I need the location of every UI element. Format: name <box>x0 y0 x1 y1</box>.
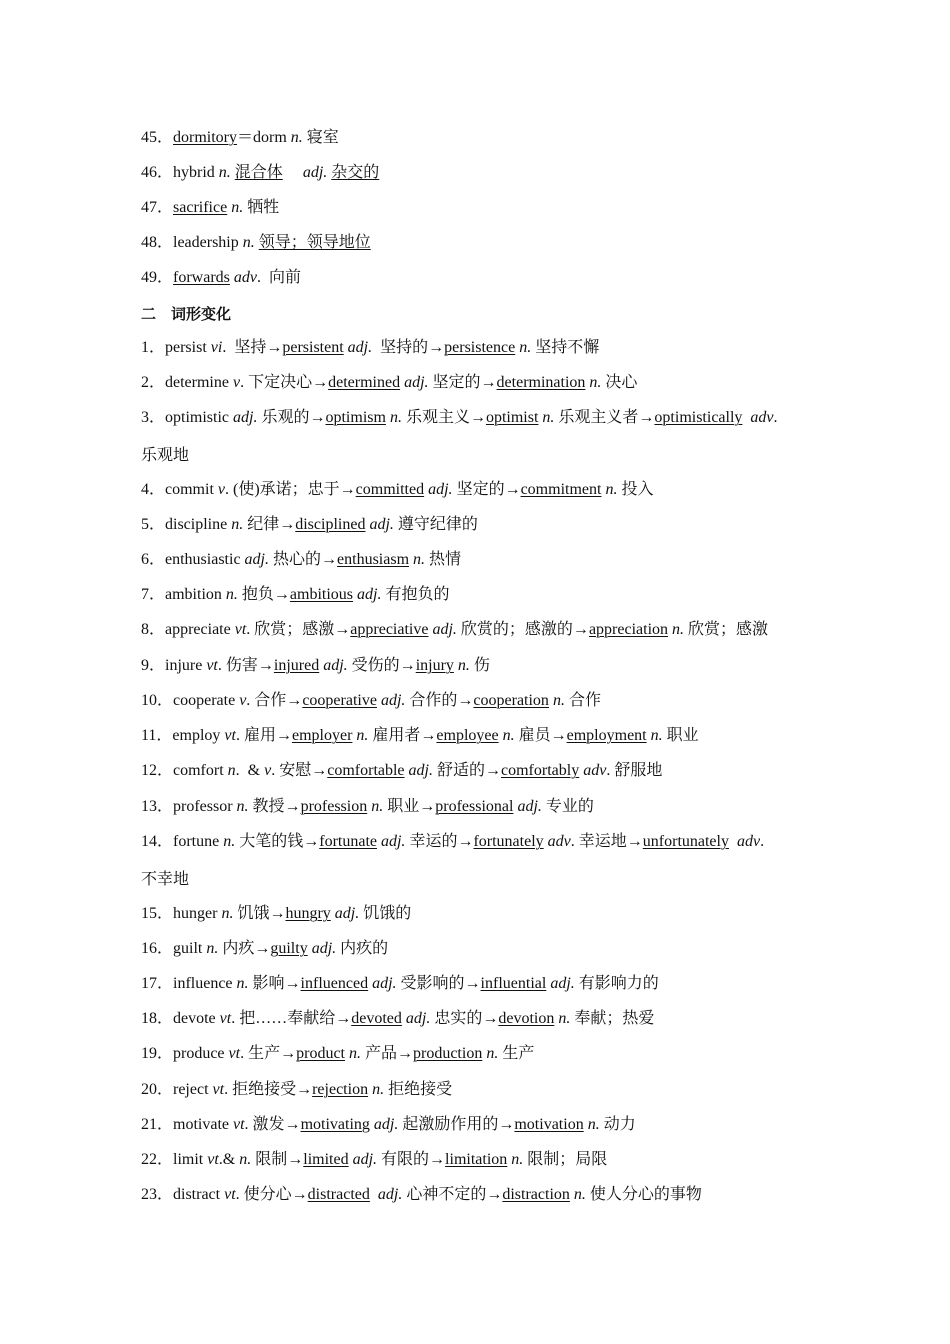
line-text: 坚持的→ <box>372 339 445 356</box>
line-text: 受影响的→ <box>396 975 481 992</box>
part-of-speech: n. <box>542 409 555 426</box>
part-of-speech: n. <box>605 481 618 498</box>
line-text: . 伤害→ <box>217 657 274 674</box>
line-text: 坚定的→ <box>428 374 497 391</box>
line-text: 46．hybrid <box>141 164 219 181</box>
line-text: 生产 <box>498 1045 535 1062</box>
part-of-speech: n. <box>236 975 249 992</box>
part-of-speech: n. <box>221 905 234 922</box>
answer-word: commitment <box>520 481 602 498</box>
vocab-line <box>141 1115 636 1135</box>
answer-word: motivating <box>300 1116 370 1133</box>
answer-word: disciplined <box>295 516 366 533</box>
answer-word: 混合体 <box>234 164 283 181</box>
answer-word: distraction <box>502 1186 570 1203</box>
answer-word: hungry <box>285 905 331 922</box>
answer-word: fortunately <box>473 833 544 850</box>
line-text: . 下定决心→ <box>240 374 329 391</box>
part-of-speech: adj. <box>550 975 575 992</box>
part-of-speech: adv <box>233 269 257 286</box>
answer-word: rejection <box>312 1081 369 1098</box>
part-of-speech: vt <box>224 727 236 744</box>
vocab-line <box>141 198 279 218</box>
part-of-speech: adj. <box>233 409 258 426</box>
vocab-line <box>141 480 653 500</box>
vocab-line <box>141 656 490 676</box>
line-text: . 雇用→ <box>235 727 292 744</box>
line-text: 乐观的→ <box>257 409 326 426</box>
line-text: 7．ambition <box>141 586 226 603</box>
line-text: 欣赏；感激 <box>684 621 769 638</box>
answer-word: forwards <box>173 269 230 286</box>
vocab-line <box>141 691 601 711</box>
part-of-speech: adj. <box>244 551 269 568</box>
answer-word: product <box>296 1045 345 1062</box>
part-of-speech: adj. <box>428 481 453 498</box>
line-text: 职业 <box>662 727 699 744</box>
part-of-speech: adj. <box>373 1116 399 1133</box>
answer-word: cooperation <box>473 692 549 709</box>
line-text: 限制→ <box>251 1151 304 1168</box>
part-of-speech: vt <box>228 1045 241 1062</box>
vocab-line <box>141 550 461 570</box>
line-text: 49． <box>141 269 174 286</box>
line-text: 教授→ <box>248 798 301 815</box>
line-text: 抱负→ <box>237 586 290 603</box>
answer-word: devoted <box>351 1010 402 1027</box>
line-text: . 合作→ <box>246 692 303 709</box>
part-of-speech: vi <box>210 339 223 356</box>
line-text: 45． <box>141 129 174 146</box>
part-of-speech: n. <box>589 374 602 391</box>
answer-word: comfortable <box>327 762 405 779</box>
line-text: 14．fortune <box>141 833 224 850</box>
answer-word: optimist <box>485 409 539 426</box>
answer-word: appreciation <box>588 621 669 638</box>
vocab-line <box>141 338 599 358</box>
part-of-speech: n. <box>552 692 565 709</box>
line-text: 10．cooperate <box>141 692 240 709</box>
answer-word: limited <box>303 1151 349 1168</box>
part-of-speech: vt <box>224 1186 236 1203</box>
part-of-speech: n. <box>218 164 231 181</box>
vocab-line <box>141 233 371 253</box>
line-text: 影响→ <box>248 975 301 992</box>
part-of-speech: n. <box>225 586 238 603</box>
line-text: 雇用者→ <box>368 727 437 744</box>
line-text: 忠实的→ <box>430 1010 499 1027</box>
vocab-line <box>141 1150 607 1170</box>
line-text: 心神不定的→ <box>402 1186 503 1203</box>
vocab-line <box>141 797 594 817</box>
part-of-speech: adj. <box>372 975 397 992</box>
line-text: . (使)承诺；忠于→ <box>225 481 356 498</box>
line-text: . 把……奉献给→ <box>231 1010 352 1027</box>
answer-word: employer <box>291 727 353 744</box>
answer-word: cooperative <box>302 692 377 709</box>
line-text: 有限的→ <box>377 1151 446 1168</box>
part-of-speech: n. <box>206 940 219 957</box>
part-of-speech: adj. <box>347 339 373 356</box>
part-of-speech: adj. <box>404 374 429 391</box>
line-text: . <box>773 409 778 426</box>
part-of-speech: n. <box>372 1081 385 1098</box>
line-text: . 使分心→ <box>235 1186 308 1203</box>
vocab-line <box>141 620 768 640</box>
line-text: 47． <box>141 199 174 216</box>
line-text: 决心 <box>601 374 638 391</box>
answer-word: committed <box>355 481 425 498</box>
line-text: 4．commit <box>141 481 218 498</box>
answer-word: 领导；领导地位 <box>258 234 371 251</box>
line-text: .& <box>218 1151 240 1168</box>
answer-word: persistence <box>444 339 516 356</box>
vocab-line <box>141 1185 702 1205</box>
part-of-speech: n. <box>573 1186 586 1203</box>
line-text: 遵守纪律的 <box>393 516 478 533</box>
line-text: 11．employ <box>141 727 225 744</box>
line-text: 限制；局限 <box>523 1151 608 1168</box>
answer-word: injury <box>415 657 454 674</box>
answer-word: enthusiasm <box>337 551 410 568</box>
line-text: 饥饿→ <box>233 905 286 922</box>
line-text: 不幸地 <box>141 871 190 888</box>
answer-word: unfortunately <box>642 833 729 850</box>
answer-word: profession <box>300 798 368 815</box>
line-text: 12．comfort <box>141 762 228 779</box>
answer-word: comfortably <box>501 762 580 779</box>
vocab-line <box>141 1080 452 1100</box>
answer-word: limitation <box>445 1151 508 1168</box>
line-text: 动力 <box>599 1116 636 1133</box>
line-text: 专业的 <box>541 798 594 815</box>
line-text: 3．optimistic <box>141 409 234 426</box>
part-of-speech: n. <box>558 1010 571 1027</box>
part-of-speech: n. <box>356 727 369 744</box>
part-of-speech: n. <box>502 727 515 744</box>
line-text: 受伤的→ <box>347 657 416 674</box>
line-text: 18．devote <box>141 1010 220 1027</box>
answer-word: 杂交的 <box>331 164 380 181</box>
vocab-line <box>141 268 301 288</box>
line-text: 15．hunger <box>141 905 222 922</box>
line-text: . 激发→ <box>244 1116 301 1133</box>
line-text: 饥饿的 <box>359 905 412 922</box>
vocab-line <box>141 408 778 428</box>
line-text: . 安慰→ <box>271 762 328 779</box>
part-of-speech: adv <box>750 409 774 426</box>
line-text: 8．appreciate <box>141 621 235 638</box>
line-text: 拒绝接受 <box>384 1081 453 1098</box>
answer-word: dormitory <box>173 129 238 146</box>
vocab-line <box>141 128 339 148</box>
line-text: 19．produce <box>141 1045 229 1062</box>
vocab-line <box>141 446 189 466</box>
line-text: 坚持不懈 <box>531 339 600 356</box>
part-of-speech: v <box>217 481 225 498</box>
part-of-speech: vt <box>233 1116 245 1133</box>
answer-word: employment <box>566 727 647 744</box>
answer-word: devotion <box>498 1010 555 1027</box>
line-text: . & <box>235 762 265 779</box>
answer-word: optimistically <box>654 409 743 426</box>
line-text: . 欣赏；感激→ <box>246 621 351 638</box>
line-text: 奉献；热爱 <box>570 1010 655 1027</box>
line-text: 雇员→ <box>514 727 567 744</box>
line-text: 纪律→ <box>243 516 296 533</box>
line-text: . 拒绝接受→ <box>224 1081 313 1098</box>
part-of-speech: n <box>227 762 236 779</box>
line-text: ＝dorm <box>237 129 291 146</box>
line-text <box>370 1186 378 1203</box>
answer-word: production <box>413 1045 483 1062</box>
part-of-speech: n. <box>231 199 244 216</box>
answer-word: professional <box>435 798 514 815</box>
line-text: 幸运的→ <box>405 833 474 850</box>
line-text: 合作 <box>564 692 601 709</box>
part-of-speech: n. <box>290 129 303 146</box>
line-text: . <box>760 833 765 850</box>
answer-word: fortunate <box>319 833 377 850</box>
part-of-speech: adj. <box>323 657 348 674</box>
line-text: 17．influence <box>141 975 237 992</box>
vocab-line <box>141 904 411 924</box>
answer-word: influential <box>480 975 547 992</box>
line-text: 13．professor <box>141 798 237 815</box>
line-text: 产品→ <box>360 1045 413 1062</box>
part-of-speech: vt <box>206 657 218 674</box>
part-of-speech: n. <box>231 516 244 533</box>
vocab-line <box>141 870 189 890</box>
answer-word: ambitious <box>289 586 354 603</box>
line-text: . 向前 <box>257 269 302 286</box>
line-text: 欣赏的；感激的→ <box>456 621 589 638</box>
part-of-speech: vt <box>212 1081 225 1098</box>
part-of-speech: n. <box>650 727 663 744</box>
line-text: 牺牲 <box>243 199 280 216</box>
part-of-speech: vt <box>207 1151 219 1168</box>
answer-word: influenced <box>300 975 369 992</box>
line-text: 使人分心的事物 <box>585 1186 702 1203</box>
part-of-speech: adj. <box>405 1010 431 1027</box>
part-of-speech: adv <box>583 762 607 779</box>
part-of-speech: adj. <box>311 940 337 957</box>
line-text: 坚定的→ <box>452 481 521 498</box>
line-text: 乐观主义→ <box>401 409 486 426</box>
part-of-speech: adj. <box>380 692 406 709</box>
vocab-line <box>141 761 662 781</box>
part-of-speech: n. <box>511 1151 524 1168</box>
line-text <box>283 164 303 181</box>
part-of-speech: adv <box>736 833 761 850</box>
vocab-line <box>141 939 388 959</box>
line-text <box>729 833 737 850</box>
line-text: 有影响力的 <box>574 975 659 992</box>
line-text: 乐观主义者→ <box>554 409 655 426</box>
part-of-speech: n. <box>242 234 255 251</box>
part-of-speech: n. <box>239 1151 252 1168</box>
answer-word: injured <box>273 657 320 674</box>
part-of-speech: n. <box>519 339 532 356</box>
line-text: 6．enthusiastic <box>141 551 245 568</box>
line-text: . 生产→ <box>240 1045 297 1062</box>
vocab-line <box>141 726 699 746</box>
line-text: 伤 <box>469 657 490 674</box>
answer-word: employee <box>436 727 499 744</box>
vocab-line <box>141 515 478 535</box>
part-of-speech: n. <box>587 1116 600 1133</box>
line-text: 22．limit <box>141 1151 208 1168</box>
line-text: 21．motivate <box>141 1116 233 1133</box>
line-text: 2．determine <box>141 374 233 391</box>
answer-word: determination <box>496 374 586 391</box>
line-text: 内疚的 <box>336 940 389 957</box>
line-text: 20．reject <box>141 1081 213 1098</box>
line-text: 5．discipline <box>141 516 232 533</box>
part-of-speech: adj. <box>352 1151 378 1168</box>
line-text: 大笔的钱→ <box>235 833 320 850</box>
part-of-speech: adj. <box>334 905 360 922</box>
line-text: 合作的→ <box>405 692 474 709</box>
part-of-speech: vt <box>234 621 247 638</box>
part-of-speech: n. <box>413 551 426 568</box>
part-of-speech: adj. <box>432 621 457 638</box>
part-of-speech: n. <box>457 657 470 674</box>
line-text: 起激励作用的→ <box>398 1116 515 1133</box>
answer-word: motivation <box>514 1116 584 1133</box>
line-text: 乐观地 <box>141 447 190 464</box>
line-text: 寝室 <box>302 129 339 146</box>
line-text: . 舒服地 <box>606 762 663 779</box>
part-of-speech: n. <box>236 798 249 815</box>
part-of-speech: adv <box>547 833 571 850</box>
vocab-line <box>141 163 379 183</box>
section-heading <box>141 304 231 324</box>
line-text: 9．injure <box>141 657 207 674</box>
part-of-speech: n. <box>371 798 384 815</box>
part-of-speech: adj. <box>380 833 406 850</box>
line-text: 1．persist <box>141 339 211 356</box>
line-text: 48．leadership <box>141 234 243 251</box>
part-of-speech: adj. <box>377 1186 403 1203</box>
part-of-speech: n. <box>672 621 685 638</box>
line-text: 热心的→ <box>269 551 338 568</box>
answer-word: sacrifice <box>173 199 228 216</box>
part-of-speech: n. <box>348 1045 361 1062</box>
part-of-speech: vt <box>219 1010 232 1027</box>
part-of-speech: adj. <box>408 762 433 779</box>
line-text: 职业→ <box>383 798 436 815</box>
line-text: 热情 <box>425 551 462 568</box>
vocab-line <box>141 373 637 393</box>
vocab-line <box>141 974 659 994</box>
vocab-line <box>141 832 764 852</box>
answer-word: determined <box>328 374 401 391</box>
vocab-line <box>141 1009 654 1029</box>
answer-word: optimism <box>325 409 386 426</box>
vocab-line <box>141 1044 534 1064</box>
answer-word: persistent <box>282 339 344 356</box>
line-text: 16．guilt <box>141 940 207 957</box>
answer-word: distracted <box>307 1186 370 1203</box>
part-of-speech: v <box>264 762 272 779</box>
answer-word: guilty <box>270 940 308 957</box>
line-text: 内疚→ <box>218 940 271 957</box>
part-of-speech: adj. <box>302 164 328 181</box>
part-of-speech: v <box>239 692 247 709</box>
part-of-speech: adj. <box>369 516 394 533</box>
vocab-line <box>141 585 449 605</box>
line-text: 23．distract <box>141 1186 225 1203</box>
part-of-speech: adj. <box>517 798 542 815</box>
answer-word: appreciative <box>350 621 429 638</box>
line-text: 有抱负的 <box>381 586 450 603</box>
line-text: 舒适的→ <box>432 762 501 779</box>
part-of-speech: v <box>232 374 241 391</box>
part-of-speech: n. <box>389 409 402 426</box>
part-of-speech: n. <box>486 1045 499 1062</box>
line-text: . 幸运地→ <box>570 833 643 850</box>
line-text: 二 词形变化 <box>141 305 232 323</box>
part-of-speech: n. <box>223 833 236 850</box>
line-text: . 坚持→ <box>222 339 283 356</box>
line-text: 投入 <box>617 481 654 498</box>
part-of-speech: adj. <box>357 586 382 603</box>
